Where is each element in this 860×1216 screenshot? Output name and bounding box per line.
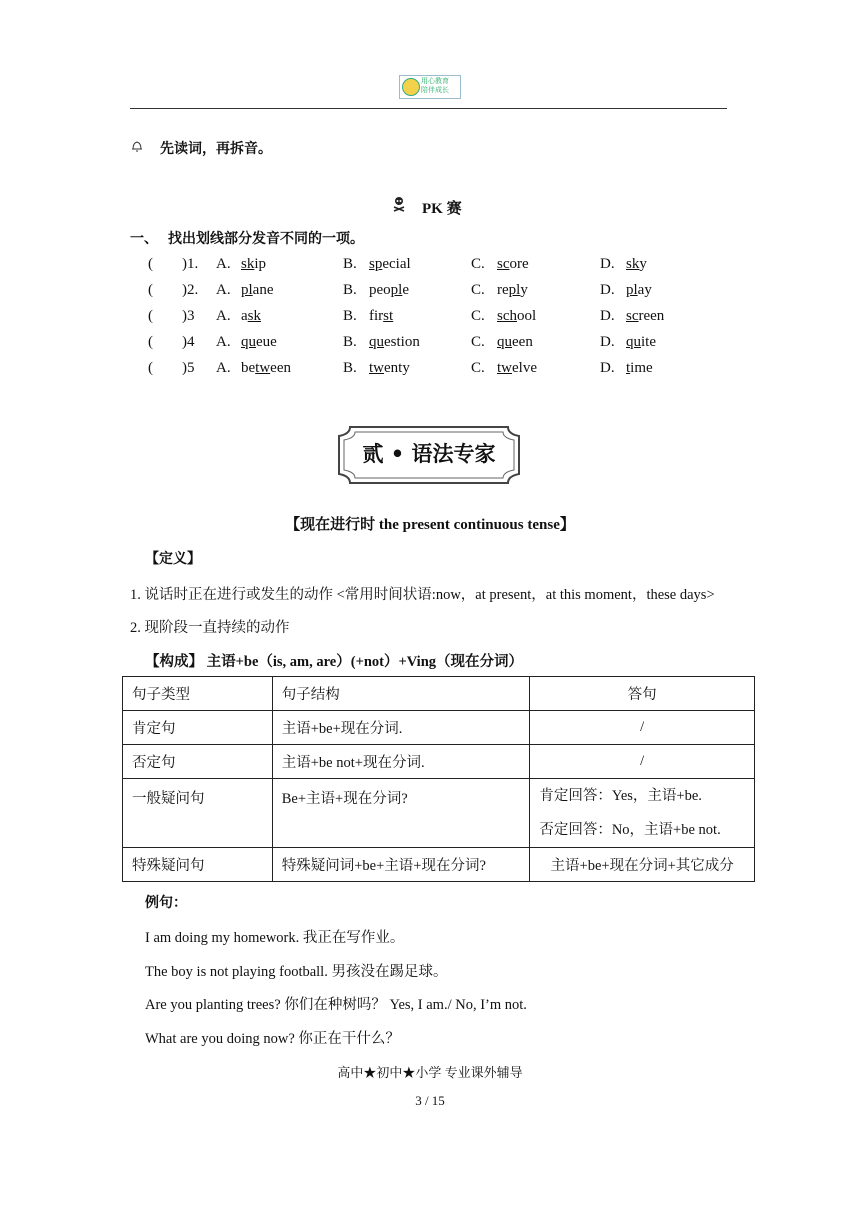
word-part: ay	[637, 282, 652, 298]
word-part: be	[241, 360, 256, 376]
banner-title: 贰 • 语法专家	[362, 442, 496, 466]
underlined-letters: t	[626, 360, 631, 376]
underlined-letters: sc	[497, 256, 510, 272]
underlined-letters: sp	[369, 256, 383, 272]
footer-text: 高中★初中★小学 专业课外辅导	[337, 1065, 523, 1080]
word-part: eue	[256, 334, 277, 350]
question-row	[0, 360, 860, 386]
word-part: estion	[384, 334, 420, 350]
word-part: y	[520, 282, 528, 298]
table-cell	[530, 779, 755, 848]
structure-formula: 主语+be（is, am, are）(+not）+Ving（现在分词）	[203, 654, 524, 670]
underlined-letters: sk	[626, 256, 640, 272]
option-label: B.	[343, 282, 357, 298]
underlined-letters: qu	[241, 334, 256, 350]
question-number: )4	[182, 334, 195, 350]
word-part: ite	[641, 334, 656, 350]
question-number: )5	[182, 360, 195, 376]
option-label: A.	[216, 256, 231, 272]
answer-blank: (	[148, 282, 153, 298]
question-number: )3	[182, 308, 195, 324]
table-row	[123, 745, 755, 779]
logo-text-line2: 陪伴成长	[421, 86, 449, 94]
definition-2: 2. 现阶段一直持续的动作	[130, 620, 290, 636]
logo-text-line1: 用心教育	[421, 77, 449, 85]
example-line: I am doing my homework. 我正在写作业。	[145, 930, 405, 946]
underlined-letters: st	[383, 308, 394, 324]
example-line: What are you doing now? 你正在干什么？	[145, 1031, 400, 1047]
table-cell: 主语+be+现在分词.	[272, 711, 530, 745]
logo	[399, 75, 461, 99]
section1-instruction: 找出划线部分发音不同的一项。	[168, 231, 364, 247]
option-word	[497, 282, 528, 299]
definition-label: 【定义】	[145, 551, 201, 567]
underlined-letters: sk	[247, 308, 262, 324]
option-word	[369, 308, 393, 325]
underlined-letters: qu	[369, 334, 384, 350]
option-word	[626, 308, 664, 325]
page-number: 3 / 15	[415, 1093, 445, 1108]
word-part: ane	[252, 282, 274, 298]
word-part: enty	[384, 360, 410, 376]
grammar-table	[122, 676, 755, 882]
underlined-letters: pl	[241, 282, 253, 298]
word-part: ore	[509, 256, 529, 272]
underlined-letters: pl	[390, 282, 403, 298]
word-part: ip	[254, 256, 267, 272]
table-cell: 一般疑问句	[123, 779, 273, 848]
word-part: ool	[517, 308, 537, 324]
option-word	[497, 334, 533, 351]
option-label: D.	[600, 256, 615, 272]
word-part: reen	[638, 308, 665, 324]
option-word	[369, 256, 411, 273]
option-word	[369, 360, 410, 377]
option-word	[241, 308, 261, 325]
skull-icon	[392, 196, 406, 217]
option-label: B.	[343, 256, 357, 272]
option-label: D.	[600, 360, 615, 376]
grammar-title: 【现在进行时 the present continuous tense】	[285, 517, 575, 533]
answer-blank: (	[148, 256, 153, 272]
answer-no: 否定回答：No，主语+be not.	[539, 822, 721, 838]
option-word	[626, 256, 647, 273]
underlined-letters: sch	[497, 308, 517, 324]
option-label: A.	[216, 282, 231, 298]
option-word	[626, 334, 656, 351]
word-part: een	[512, 334, 533, 350]
table-cell: /	[530, 711, 755, 745]
word-part: fir	[369, 308, 384, 324]
option-label: C.	[471, 360, 485, 376]
pk-title: PK 赛	[422, 201, 462, 217]
option-label: D.	[600, 334, 615, 350]
option-label: C.	[471, 308, 485, 324]
header-rule	[130, 108, 727, 109]
underlined-letters: qu	[626, 334, 641, 350]
option-label: D.	[600, 282, 615, 298]
table-cell: Be+主语+现在分词?	[272, 779, 530, 848]
underlined-letters: pl	[626, 282, 638, 298]
question-number: )1.	[182, 256, 199, 272]
table-header-cell: 答句	[530, 677, 755, 711]
option-label: A.	[216, 334, 231, 350]
section1-number: 一、	[130, 231, 158, 247]
structure-label: 【构成】	[145, 654, 203, 670]
logo-emblem-icon	[402, 78, 420, 96]
option-label: C.	[471, 282, 485, 298]
example-line: Are you planting trees? 你们在种树吗？ Yes, I am./ No, I’m not.	[145, 997, 527, 1013]
option-label: B.	[343, 334, 357, 350]
option-label: B.	[343, 308, 357, 324]
table-cell: 主语+be not+现在分词.	[272, 745, 530, 779]
option-word	[497, 256, 529, 273]
option-label: C.	[471, 334, 485, 350]
option-word	[241, 256, 266, 273]
underlined-letters: qu	[497, 334, 512, 350]
underlined-letters: tw	[255, 360, 271, 376]
question-row	[0, 282, 860, 308]
question-number: )2.	[182, 282, 199, 298]
table-header-row	[123, 677, 755, 711]
example-line: The boy is not playing football. 男孩没在踢足球。	[145, 964, 448, 980]
question-row	[0, 308, 860, 334]
answer-blank: (	[148, 360, 153, 376]
examples-label: 例句：	[145, 895, 187, 911]
intro-text: 先读词，再拆音。	[160, 141, 272, 157]
word-part: a	[241, 308, 248, 324]
table-header-cell: 句子结构	[272, 677, 530, 711]
option-word	[626, 282, 652, 299]
word-part: ime	[630, 360, 653, 376]
table-row	[123, 779, 755, 848]
underlined-letters: tw	[497, 360, 512, 376]
word-part: e	[402, 282, 410, 298]
option-label: D.	[600, 308, 615, 324]
underlined-letters: tw	[369, 360, 384, 376]
option-label: B.	[343, 360, 357, 376]
option-word	[241, 282, 274, 299]
question-row	[0, 334, 860, 360]
underlined-letters: sk	[241, 256, 255, 272]
table-cell: 主语+be+现在分词+其它成分	[530, 848, 755, 882]
table-cell: 肯定句	[123, 711, 273, 745]
underlined-letters: pl	[508, 282, 521, 298]
option-word	[369, 334, 420, 351]
option-word	[626, 360, 653, 377]
answer-blank: (	[148, 334, 153, 350]
option-word	[241, 334, 277, 351]
table-cell: 特殊疑问句	[123, 848, 273, 882]
word-part: elve	[512, 360, 537, 376]
option-word	[497, 360, 537, 377]
word-part: re	[497, 282, 509, 298]
word-part: een	[270, 360, 291, 376]
table-cell: 否定句	[123, 745, 273, 779]
table-row	[123, 848, 755, 882]
option-label: A.	[216, 308, 231, 324]
option-word	[241, 360, 291, 377]
definition-1: 1. 说话时正在进行或发生的动作 <常用时间状语:now，at present，at this moment，these days>	[130, 587, 715, 603]
option-label: C.	[471, 256, 485, 272]
table-cell: 特殊疑问词+be+主语+现在分词?	[272, 848, 530, 882]
word-part: ecial	[382, 256, 411, 272]
word-part: y	[639, 256, 647, 272]
answer-yes: 肯定回答：Yes，主语+be.	[539, 788, 702, 804]
word-part: peo	[369, 282, 391, 298]
structure-line	[145, 650, 523, 671]
option-label: A.	[216, 360, 231, 376]
option-word	[497, 308, 536, 325]
table-row	[123, 711, 755, 745]
option-word	[369, 282, 409, 299]
bell-icon	[130, 139, 144, 157]
answer-blank: (	[148, 308, 153, 324]
table-cell: /	[530, 745, 755, 779]
question-row	[0, 256, 860, 282]
logo-text	[421, 77, 449, 95]
table-header-cell: 句子类型	[123, 677, 273, 711]
underlined-letters: sc	[626, 308, 639, 324]
